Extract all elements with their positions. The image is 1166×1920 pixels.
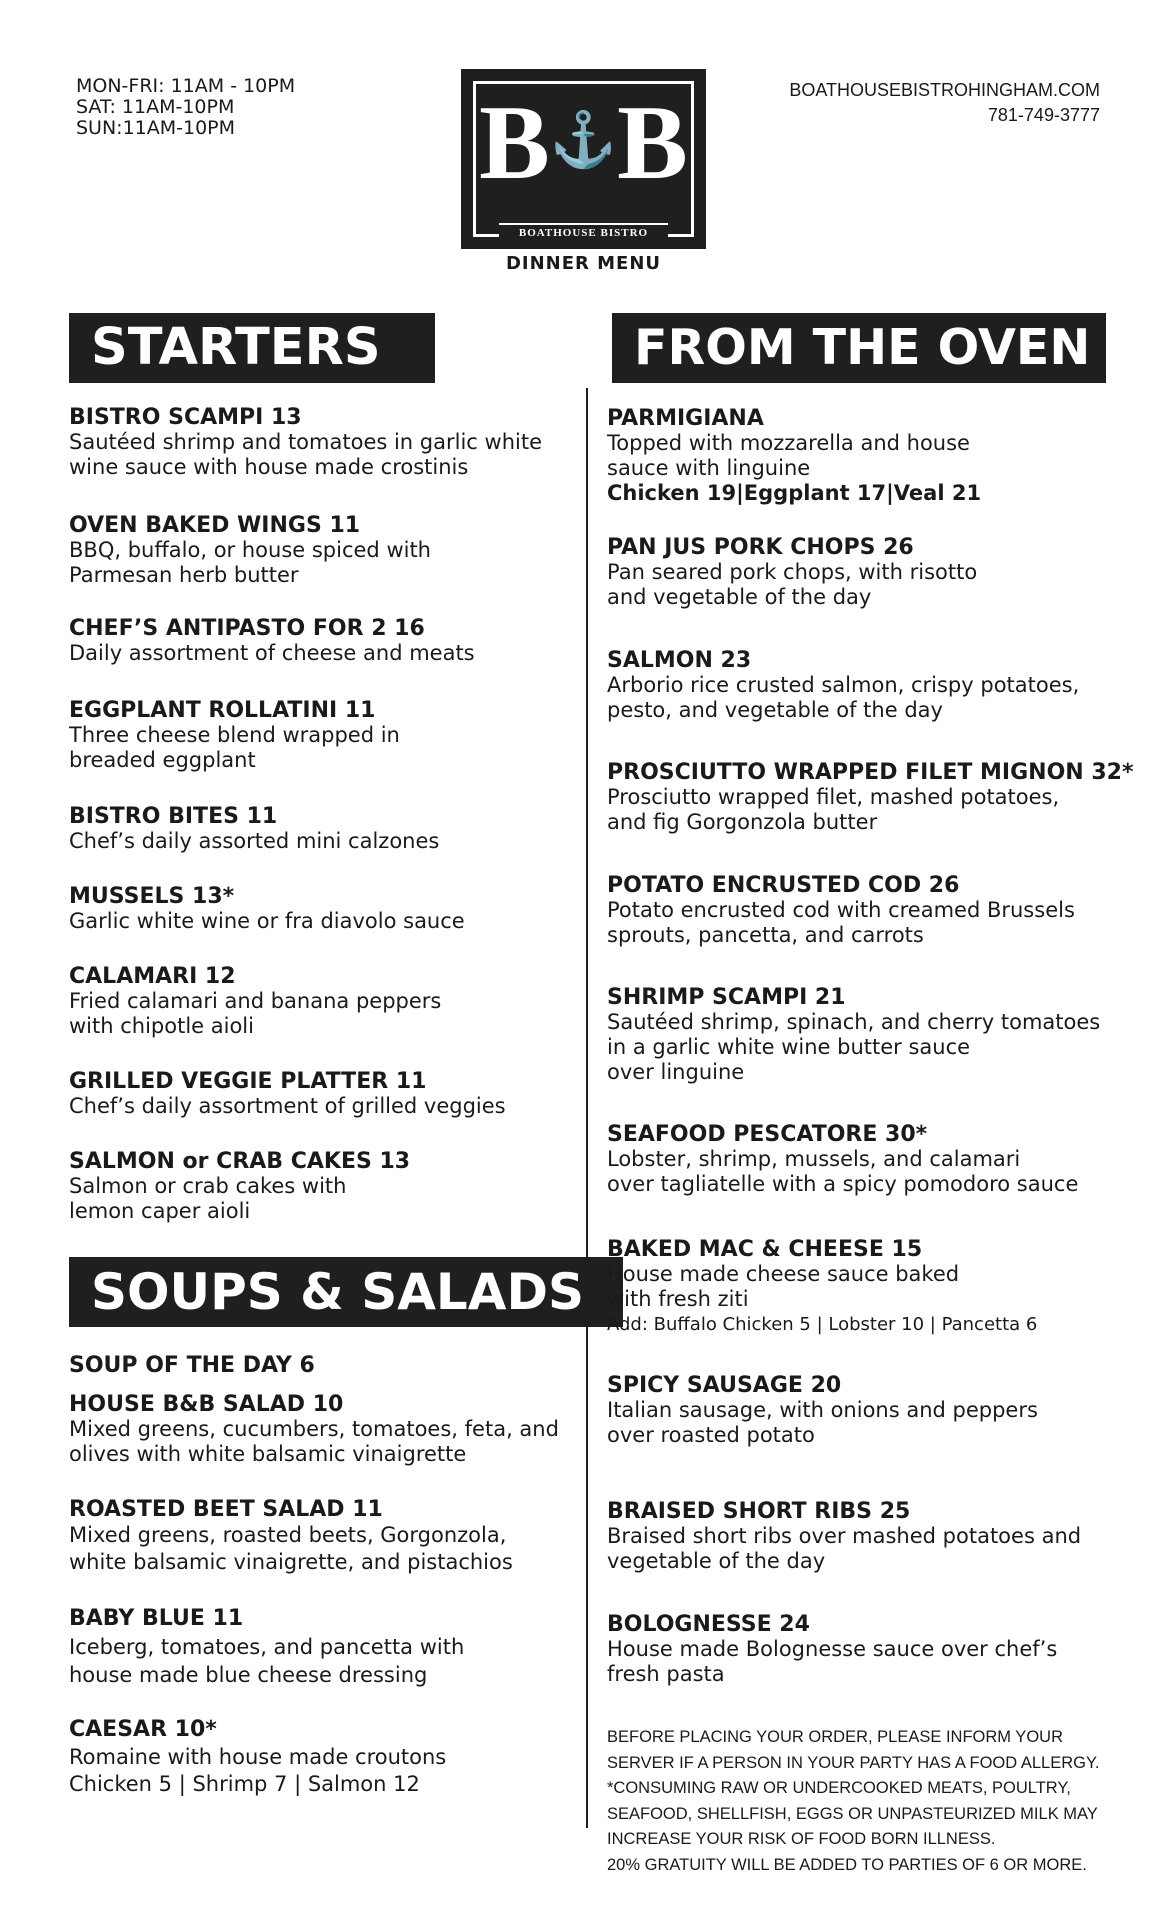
menu-item	[69, 616, 569, 666]
item-description: Braised short ribs over mashed potatoes and	[607, 1524, 1082, 1548]
item-description: Prosciutto wrapped filet, mashed potatoes,	[607, 785, 1060, 809]
item-name: SOUP OF THE DAY 6	[69, 1353, 315, 1378]
soups-salads-list	[69, 1353, 569, 1798]
logo	[461, 69, 706, 249]
item-name: CALAMARI 12	[69, 964, 236, 989]
from-the-oven-list	[607, 406, 1147, 1687]
item-description: Iceberg, tomatoes, and pancetta with	[69, 1635, 465, 1659]
item-description: over roasted potato	[607, 1423, 815, 1447]
item-name: MUSSELS 13*	[69, 884, 235, 909]
item-description: Parmesan herb butter	[69, 563, 299, 587]
notice-line: BEFORE PLACING YOUR ORDER, PLEASE INFORM YOUR	[607, 1728, 1063, 1746]
item-name: BOLOGNESSE 24	[607, 1612, 810, 1637]
item-name: CHEF’S ANTIPASTO FOR 2 16	[69, 616, 425, 641]
item-name: SALMON 23	[607, 648, 752, 673]
item-description: Salmon or crab cakes with	[69, 1174, 347, 1198]
item-name: BABY BLUE 11	[69, 1606, 244, 1631]
item-description: and vegetable of the day	[607, 585, 872, 609]
menu-item	[607, 1499, 1147, 1574]
hours-saturday: SAT: 11AM-10PM	[76, 96, 235, 118]
item-description: Lobster, shrimp, mussels, and calamari	[607, 1147, 1021, 1171]
item-description: with chipotle aioli	[69, 1014, 254, 1038]
item-name: PAN JUS PORK CHOPS 26	[607, 535, 914, 560]
notice-line: SERVER IF A PERSON IN YOUR PARTY HAS A FOOD ALLERGY.	[607, 1753, 1100, 1772]
item-name: PROSCIUTTO WRAPPED FILET MIGNON 32*	[607, 760, 1134, 785]
item-description: Arborio rice crusted salmon, crispy potatoes,	[607, 673, 1080, 697]
soups-salads-heading: SOUPS & SALADS	[69, 1257, 623, 1327]
item-description: Pan seared pork chops, with risotto	[607, 560, 978, 584]
menu-item	[607, 1122, 1147, 1197]
item-description: Romaine with house made croutons	[69, 1745, 447, 1769]
starters-heading: STARTERS	[69, 313, 435, 383]
menu-item	[69, 1149, 569, 1224]
allergy-notice	[607, 1725, 1127, 1878]
item-description: fresh pasta	[607, 1662, 725, 1686]
menu-item	[607, 1612, 1147, 1687]
item-description: over tagliatelle with a spicy pomodoro sauce	[607, 1172, 1079, 1196]
item-description: Mixed greens, roasted beets, Gorgonzola,	[69, 1523, 507, 1547]
item-name: SEAFOOD PESCATORE 30*	[607, 1122, 928, 1147]
item-description: Italian sausage, with onions and peppers	[607, 1398, 1038, 1422]
menu-item	[607, 648, 1147, 723]
menu-item	[607, 406, 1147, 506]
item-description: house made blue cheese dressing	[69, 1663, 428, 1687]
item-name: CAESAR 10*	[69, 1717, 217, 1742]
item-description: lemon caper aioli	[69, 1199, 251, 1223]
starters-list	[69, 405, 569, 1224]
item-name: SHRIMP SCAMPI 21	[607, 985, 846, 1010]
menu-item	[607, 760, 1147, 835]
item-description: over linguine	[607, 1060, 745, 1084]
item-name: BAKED MAC & CHEESE 15	[607, 1237, 923, 1262]
item-description: olives with white balsamic vinaigrette	[69, 1442, 467, 1466]
item-description: and fig Gorgonzola butter	[607, 810, 878, 834]
item-description: sauce with linguine	[607, 456, 811, 480]
item-name: EGGPLANT ROLLATINI 11	[69, 698, 376, 723]
menu-item	[69, 1392, 569, 1467]
menu-item	[69, 513, 569, 588]
item-description: white balsamic vinaigrette, and pistachios	[69, 1550, 513, 1574]
anchor-icon: ⚓	[549, 110, 618, 170]
item-description: Sautéed shrimp and tomatoes in garlic white	[69, 430, 542, 454]
item-description: in a garlic white wine butter sauce	[607, 1035, 971, 1059]
notice-line: INCREASE YOUR RISK OF FOOD BORN ILLNESS.	[607, 1830, 996, 1848]
from-the-oven-heading: FROM THE OVEN	[612, 313, 1106, 383]
item-name: POTATO ENCRUSTED COD 26	[607, 873, 960, 898]
hours-sunday: SUN:11AM-10PM	[76, 117, 236, 139]
logo-subtitle: BOATHOUSE BISTRO	[499, 223, 668, 239]
menu-item	[69, 405, 569, 480]
item-description: with fresh ziti	[607, 1287, 749, 1311]
notice-line: *CONSUMING RAW OR UNDERCOOKED MEATS, POULTRY,	[607, 1779, 1071, 1797]
item-description: Three cheese blend wrapped in	[69, 723, 400, 747]
item-description: Topped with mozzarella and house	[607, 431, 970, 455]
menu-item	[69, 884, 569, 934]
item-name: PARMIGIANA	[607, 406, 764, 431]
item-description: Potato encrusted cod with creamed Brussels	[607, 898, 1075, 922]
item-name: HOUSE B&B SALAD 10	[69, 1392, 344, 1417]
item-description: Chef’s daily assorted mini calzones	[69, 829, 440, 853]
item-description: wine sauce with house made crostinis	[69, 455, 469, 479]
menu-item	[607, 985, 1147, 1085]
item-name: BISTRO BITES 11	[69, 804, 278, 829]
item-name: ROASTED BEET SALAD 11	[69, 1497, 383, 1522]
item-name: SALMON or CRAB CAKES 13	[69, 1149, 411, 1174]
notice-line: 20% GRATUITY WILL BE ADDED TO PARTIES OF 6 OR MORE.	[607, 1855, 1087, 1874]
menu-item	[69, 698, 569, 773]
menu-item	[607, 1373, 1147, 1448]
column-divider	[586, 388, 588, 1828]
menu-item	[69, 1716, 569, 1798]
menu-item	[69, 1353, 569, 1378]
item-description: breaded eggplant	[69, 748, 256, 772]
contact-info	[789, 78, 1100, 128]
item-description: Mixed greens, cucumbers, tomatoes, feta, and	[69, 1417, 559, 1441]
notice-line: SEAFOOD, SHELLFISH, EGGS OR UNPASTEURIZED MILK MAY	[607, 1804, 1098, 1823]
item-description: Daily assortment of cheese and meats	[69, 641, 475, 665]
hours-weekday: MON-FRI: 11AM - 10PM	[76, 75, 296, 97]
item-description: House made Bolognesse sauce over chef’s	[607, 1637, 1058, 1661]
menu-item	[607, 873, 1147, 948]
item-name: GRILLED VEGGIE PLATTER 11	[69, 1069, 427, 1094]
item-description: Chef’s daily assortment of grilled veggies	[69, 1094, 506, 1118]
item-description: Chicken 5 | Shrimp 7 | Salmon 12	[69, 1772, 420, 1796]
item-description: BBQ, buffalo, or house spiced with	[69, 538, 431, 562]
item-description: Fried calamari and banana peppers	[69, 989, 442, 1013]
item-name: BRAISED SHORT RIBS 25	[607, 1499, 911, 1524]
item-description: Garlic white wine or fra diavolo sauce	[69, 909, 465, 933]
logo-letters	[461, 84, 706, 201]
item-description: vegetable of the day	[607, 1549, 826, 1573]
logo-letter-right: B	[617, 84, 688, 201]
item-name: OVEN BAKED WINGS 11	[69, 513, 361, 538]
item-description: Sautéed shrimp, spinach, and cherry tomatoes	[607, 1010, 1101, 1034]
item-name: SPICY SAUSAGE 20	[607, 1373, 842, 1398]
menu-item	[69, 804, 569, 854]
item-name: BISTRO SCAMPI 13	[69, 405, 302, 430]
business-hours	[76, 76, 295, 139]
item-description: House made cheese sauce baked	[607, 1262, 960, 1286]
menu-title: DINNER MENU	[505, 253, 662, 274]
menu-item	[69, 1497, 569, 1576]
website-link[interactable]: BOATHOUSEBISTROHINGHAM.COM	[789, 80, 1100, 100]
phone-number[interactable]: 781-749-3777	[987, 105, 1100, 125]
menu-item	[607, 1237, 1147, 1337]
menu-item	[69, 1069, 569, 1119]
menu-item	[607, 535, 1147, 610]
logo-letter-left: B	[479, 84, 550, 201]
item-description: sprouts, pancetta, and carrots	[607, 923, 924, 947]
item-options: Chicken 19|Eggplant 17|Veal 21	[607, 481, 982, 505]
menu-item	[69, 964, 569, 1039]
item-description: pesto, and vegetable of the day	[607, 698, 943, 722]
menu-item	[69, 1605, 569, 1689]
item-add-ons: Add: Buffalo Chicken 5 | Lobster 10 | Pancetta 6	[607, 1314, 1038, 1335]
